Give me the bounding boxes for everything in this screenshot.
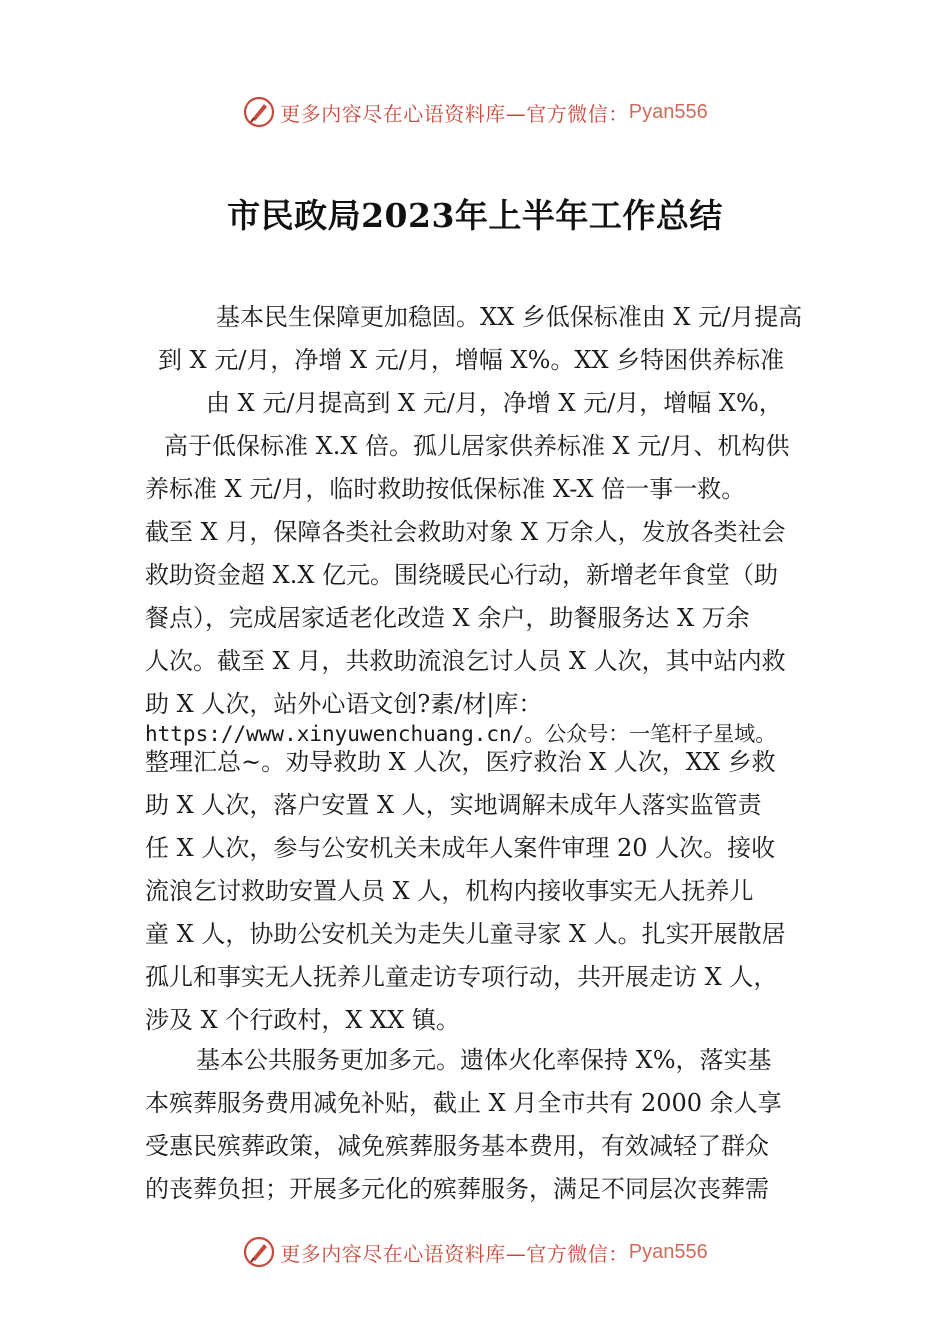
watermark-wechat-id: Pyan556 <box>628 1240 708 1263</box>
body-line: 涉及 X 个行政村，X XX 镇。 <box>145 1006 460 1034</box>
body-line: 基本公共服务更加多元。遗体火化率保持 X%，落实基 <box>196 1046 772 1074</box>
body-line: 的丧葬负担；开展多元化的殡葬服务，满足不同层次丧葬需 <box>145 1175 769 1203</box>
header-watermark <box>0 92 950 132</box>
watermark-text: 更多内容尽在心语资料库—官方微信： <box>280 1241 629 1266</box>
body-line-url: https://www.xinyuwenchuang.cn/。公众号：一笔杆子星域。 <box>145 722 777 746</box>
body-line: 助 X 人次，站外心语文创?素/材|库： <box>145 690 543 718</box>
body-line: 截至 X 月，保障各类社会救助对象 X 万余人，发放各类社会 <box>145 518 786 546</box>
body-line: 孤儿和事实无人抚养儿童走访专项行动，共开展走访 X 人， <box>145 963 778 991</box>
body-line: 助 X 人次，落户安置 X 人，实地调解未成年人落实监管责 <box>145 791 762 819</box>
quill-logo-icon <box>242 95 276 129</box>
body-line: 本殡葬服务费用减免补贴，截止 X 月全市共有 2000 余人享 <box>145 1089 782 1117</box>
body-line: 高于低保标准 X.X 倍。孤儿居家供养标准 X 元/月、机构供 <box>164 432 790 460</box>
body-line: 由 X 元/月提高到 X 元/月，净增 X 元/月，增幅 X%， <box>206 389 783 417</box>
body-line: 整理汇总~。劝导救助 X 人次，医疗救治 X 人次，XX 乡救 <box>145 748 776 776</box>
body-line: 流浪乞讨救助安置人员 X 人，机构内接收事实无人抚养儿 <box>145 877 754 905</box>
body-line: 童 X 人，协助公安机关为走失儿童寻家 X 人。扎实开展散居 <box>145 920 786 948</box>
body-line: 人次。截至 X 月，共救助流浪乞讨人员 X 人次，其中站内救 <box>145 647 786 675</box>
body-line: 任 X 人次，参与公安机关未成年人案件审理 20 人次。接收 <box>145 834 776 862</box>
quill-logo-icon <box>242 1235 276 1269</box>
watermark-text: 更多内容尽在心语资料库—官方微信： <box>280 101 629 126</box>
body-line: 救助资金超 X.X 亿元。围绕暖民心行动，新增老年食堂（助 <box>145 561 779 589</box>
footer-watermark <box>0 1232 950 1272</box>
body-line: 受惠民殡葬政策，减免殡葬服务基本费用，有效减轻了群众 <box>145 1132 769 1160</box>
document-title: 市民政局2023年上半年工作总结 <box>227 196 723 235</box>
body-line: 养标准 X 元/月，临时救助按低保标准 X-X 倍一事一救。 <box>145 475 746 503</box>
body-line: 基本民生保障更加稳固。XX 乡低保标准由 X 元/月提高 <box>216 303 803 331</box>
watermark-wechat-id: Pyan556 <box>628 100 708 123</box>
body-line: 到 X 元/月，净增 X 元/月，增幅 X%。XX 乡特困供养标准 <box>158 346 785 374</box>
body-line: 餐点），完成居家适老化改造 X 余户，助餐服务达 X 万余 <box>145 604 750 632</box>
